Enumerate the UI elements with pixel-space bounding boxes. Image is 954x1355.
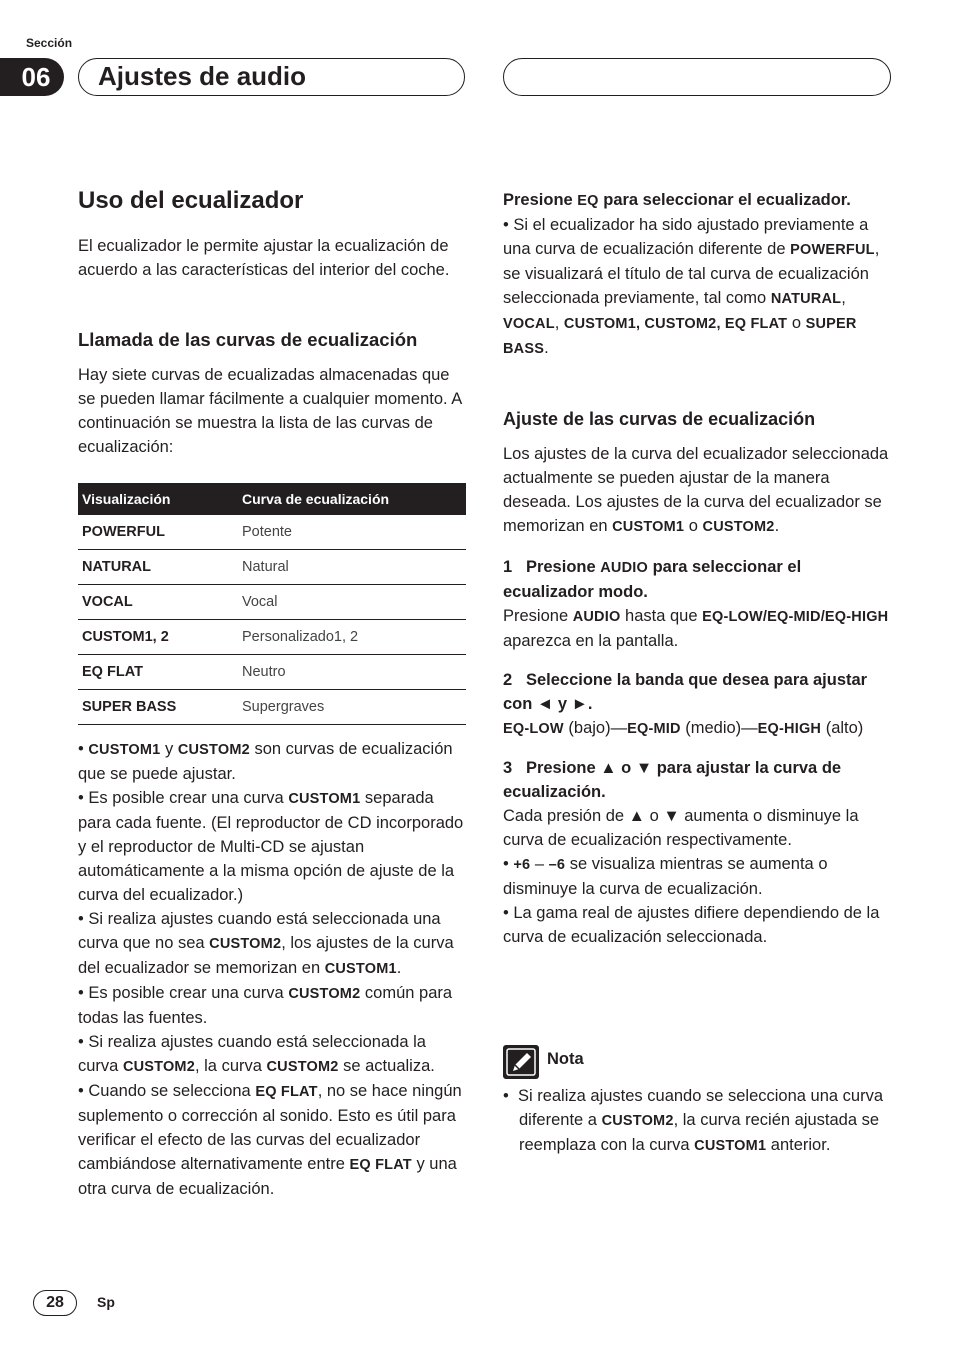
section-label: Sección [26,36,73,50]
table-row [78,515,466,550]
bullet-item: • Si el ecualizador ha sido ajustado previamente a una curva de ecualización diferente de POWERFUL, se visualizará el título de tal curva de ecualización seleccionada previamente, tal como NATURAL, VOCAL, CUSTOM1, CUSTOM2, EQ FLAT o SUPER BASS. [503,216,880,357]
adjust-intro-paragraph: Los ajustes de la curva del ecualizador seleccionada actualmente se pueden ajustar de la manera deseada. Los ajustes de la curva del ecualizador se memorizan en CUSTOM1 o CUSTOM2. [503,445,889,535]
bullet-item: • Es posible crear una curva CUSTOM2 común para todas las fuentes. [78,984,453,1027]
step-3-title: 3 Presione ▲ o ▼ para ajustar la curva de ecualización. [503,759,842,801]
table-row [78,620,466,655]
table-header-row [78,483,466,515]
bullet-item: • Si realiza ajustes cuando está seleccionada una curva que no sea CUSTOM2, los ajustes de la curva del ecualizador se memorizan en CUSTOM1. [78,910,454,977]
table-cell-curve: Natural [238,550,466,585]
bullet-item: • Si realiza ajustes cuando está seleccionada la curva CUSTOM2, la curva CUSTOM2 se actualiza. [78,1033,435,1075]
table-cell-curve: Personalizado1, 2 [238,620,466,655]
subsection-title-adjust: Ajuste de las curvas de ecualización [503,409,816,429]
left-column [78,186,466,1201]
table-cell-display: POWERFUL [78,515,238,550]
note-bullet: • Si realiza ajustes cuando se selecciona una curva diferente a CUSTOM2, la curva recién ajustada se reemplaza con la curva CUSTOM1 anterior. [503,1087,883,1154]
bullet-list [78,737,466,1201]
chapter-title: Ajustes de audio [98,61,307,91]
table-cell-display: NATURAL [78,550,238,585]
note-icon [503,1045,539,1079]
table-cell-display: CUSTOM1, 2 [78,620,238,655]
step-2-title: 2 Seleccione la banda que desea para ajustar con ◄ y ►. [503,671,868,713]
section-number-badge: 06 [0,58,64,96]
curves-intro-paragraph: Hay siete curvas de ecualizadas almacenadas que se pueden llamar fácilmente a cualquier momento. A continuación se muestra la lista de las curvas de ecualización: [78,366,462,456]
note-label: Nota [547,1050,584,1068]
table-header-display: Visualización [78,483,238,515]
section-title: Uso del ecualizador [78,187,304,214]
press-eq-instruction: Presione EQ para seleccionar el ecualizador. [503,191,851,209]
language-code: Sp [97,1294,115,1310]
table-row [78,550,466,585]
page-number: 28 [33,1290,77,1316]
table-cell-curve: Supergraves [238,690,466,725]
table-cell-display: SUPER BASS [78,690,238,725]
step-2-description: EQ-LOW (bajo)—EQ-MID (medio)—EQ-HIGH (alto) [503,719,864,737]
intro-paragraph: El ecualizador le permite ajustar la ecualización de acuerdo a las características del interior del coche. [78,237,450,279]
table-header-curve: Curva de ecualización [238,483,466,515]
step-1-description: Presione AUDIO hasta que EQ-LOW/EQ-MID/EQ-HIGH aparezca en la pantalla. [503,607,889,650]
bullet-item: • CUSTOM1 y CUSTOM2 son curvas de ecualización que se puede ajustar. [78,740,453,783]
bullet-item: • La gama real de ajustes difiere dependiendo de la curva de ecualización seleccionada. [503,904,880,946]
step-3-description: Cada presión de ▲ o ▼ aumenta o disminuye la curva de ecualización respectivamente. [503,807,859,849]
table-cell-curve: Neutro [238,655,466,690]
bullet-item: • +6 – –6 se visualiza mientras se aumenta o disminuye la curva de ecualización. [503,855,828,898]
table-row [78,690,466,725]
bullet-item: • Cuando se selecciona EQ FLAT, no se hace ningún suplemento o corrección al sonido. Esto es útil para verificar el efecto de las curvas del ecualizador cambiándose alternativamente entre EQ FLAT y una otra curva de ecualización. [78,1082,462,1198]
table-cell-curve: Vocal [238,585,466,620]
table-row [78,655,466,690]
table-cell-display: VOCAL [78,585,238,620]
note-body [503,1084,891,1158]
step-1-title: 1 Presione AUDIO para seleccionar el ecualizador modo. [503,558,802,601]
table-row [78,585,466,620]
bullet-item: • Es posible crear una curva CUSTOM1 separada para cada fuente. (El reproductor de CD incorporado y el reproductor de Multi-CD se ajustan automáticamente a la misma opción de ajuste de la curva del ecualizador.) [78,789,464,904]
eq-curves-table [78,483,466,725]
right-column [503,188,891,949]
header-empty-frame [503,58,891,96]
table-cell-display: EQ FLAT [78,655,238,690]
table-cell-curve: Potente [238,515,466,550]
subsection-title-curves: Llamada de las curvas de ecualización [78,329,418,350]
